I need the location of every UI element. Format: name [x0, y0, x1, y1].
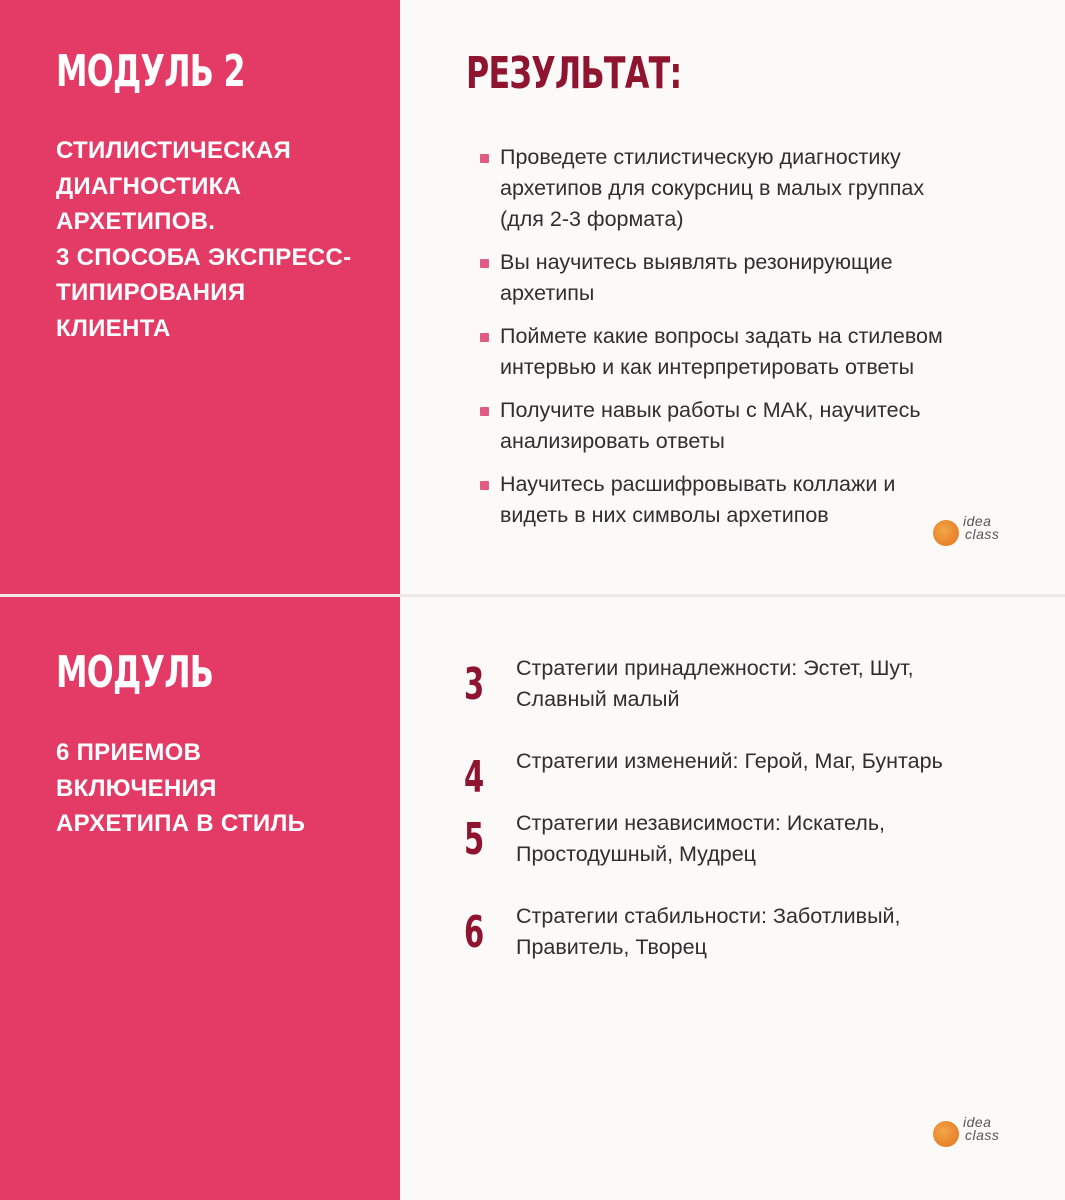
strategy-text: Правитель, Творец	[516, 935, 707, 959]
list-item-text: видеть в них символы архетипов	[500, 503, 829, 527]
module-title: МОДУЛЬ 2	[56, 46, 245, 97]
pumpkin-icon	[933, 520, 959, 546]
logo-text: class	[965, 526, 1000, 542]
list-item-text: Поймете какие вопросы задать на стилевом	[500, 324, 943, 348]
strategies-panel	[400, 597, 1065, 1200]
module-subtitle	[56, 133, 386, 346]
strategy-text: Славный малый	[516, 687, 680, 711]
list-item-text: архетипов для сокурсниц в малых группах	[500, 176, 925, 200]
logo-text: idea	[963, 1114, 992, 1130]
idea-class-logo	[933, 1115, 1013, 1151]
module-subtitle	[56, 735, 386, 842]
logo-text: class	[965, 1127, 1000, 1143]
result-list	[476, 142, 1036, 543]
pumpkin-icon	[933, 1121, 959, 1147]
strategy-text: Простодушный, Мудрец	[516, 842, 756, 866]
slide-module-2	[0, 0, 1065, 594]
subtitle-line: АРХЕТИПА В СТИЛЬ	[56, 810, 306, 837]
strategy-text: Стратегии изменений: Герой, Маг, Бунтарь	[516, 749, 943, 773]
bullet-icon	[480, 481, 489, 490]
bullet-icon	[480, 259, 489, 268]
list-item	[476, 321, 1036, 383]
list-item-text: архетипы	[500, 281, 595, 305]
module-panel	[0, 0, 400, 594]
module-panel	[0, 597, 400, 1200]
list-item-text: Вы научитесь выявлять резонирующие	[500, 250, 893, 274]
logo-text: idea	[963, 513, 992, 529]
list-item	[476, 247, 1036, 309]
list-item-text: интервью и как интерпретировать ответы	[500, 355, 915, 379]
subtitle-line: КЛИЕНТА	[56, 314, 171, 342]
list-item-text: Проведете стилистическую диагностику	[500, 145, 901, 169]
list-item-text: Получите навык работы с МАК, научитесь	[500, 398, 921, 422]
strategy-text: Стратегии стабильности: Заботливый,	[516, 904, 901, 928]
module-title: МОДУЛЬ	[56, 647, 214, 698]
subtitle-line: ВКЛЮЧЕНИЯ	[56, 774, 217, 802]
subtitle-line: СТИЛИСТИЧЕСКАЯ	[56, 137, 292, 164]
strategy-number: 3	[464, 659, 485, 710]
list-item-text: (для 2-3 формата)	[500, 207, 684, 231]
strategy-number: 6	[464, 907, 485, 958]
list-item	[476, 142, 1036, 235]
strategy-number: 5	[464, 814, 485, 865]
strategy-text: Стратегии независимости: Искатель,	[516, 811, 886, 835]
subtitle-line: ДИАГНОСТИКА	[56, 172, 242, 200]
list-item	[476, 395, 1036, 457]
bullet-icon	[480, 333, 489, 342]
subtitle-line: ТИПИРОВАНИЯ	[56, 279, 246, 306]
result-panel	[400, 0, 1065, 594]
slide-module	[0, 597, 1065, 1200]
strategy-number: 4	[464, 752, 485, 803]
bullet-icon	[480, 407, 489, 416]
bullet-icon	[480, 154, 489, 163]
strategy-text: Стратегии принадлежности: Эстет, Шут,	[516, 656, 914, 680]
subtitle-line: 6 ПРИЕМОВ	[56, 739, 202, 766]
result-title: РЕЗУЛЬТАТ:	[466, 48, 682, 99]
list-item-text: анализировать ответы	[500, 429, 725, 453]
list-item-text: Научитесь расшифровывать коллажи и	[500, 472, 896, 496]
subtitle-line: 3 СПОСОБА ЭКСПРЕСС-	[56, 243, 352, 271]
subtitle-line: АРХЕТИПОВ.	[56, 208, 216, 235]
idea-class-logo	[933, 514, 1013, 550]
